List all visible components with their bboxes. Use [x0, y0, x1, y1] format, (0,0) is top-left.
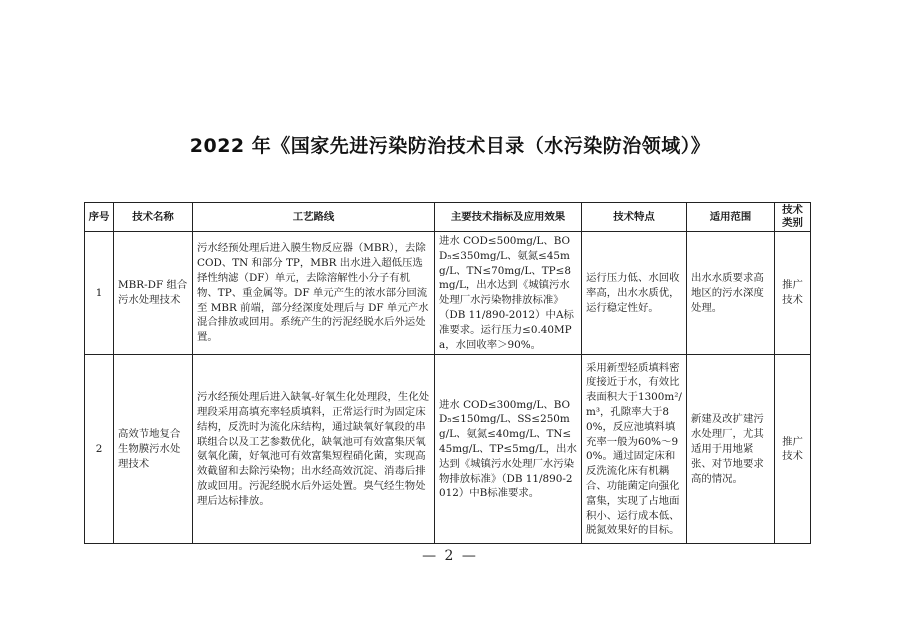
- row-indicators: 进水 COD≤300mg/L、BOD₅≤150mg/L、SS≤250mg/L、氨氮≤40mg/L、TN≤45mg/L、TP≤5mg/L，出水达到《城镇污水处理厂水污染物排放标准》（DB 11/890-2012）中B标准要求。: [435, 355, 582, 544]
- row-features: 采用新型轻质填料密度接近于水，有效比表面积大于1300m²/m³，孔隙率大于80%，反应池填料填充率一般为60%～90%。通过固定床和反洗流化床有机耦合、功能菌定向强化富集，实现了占地面积小、运行成本低、脱氮效果好的目标。: [582, 355, 687, 544]
- row-category: 推广技术: [775, 232, 811, 355]
- row-process: 污水经预处理后进入膜生物反应器（MBR），去除 COD、TN 和部分 TP，MBR 出水进入超低压选择性纳滤（DF）单元，去除溶解性小分子有机物、TP、重金属等。DF 单元产生的浓水部分回流至 MBR 前端，部分经深度处理后与 DF 单元产水混合排放或回用。系统产生的污泥经脱水后外运处置。: [193, 232, 435, 355]
- row-features: 运行压力低、水回收率高，出水水质优，运行稳定性好。: [582, 232, 687, 355]
- header-process: 工艺路线: [193, 203, 435, 232]
- row-indicators: 进水 COD≤500mg/L、BOD₅≤350mg/L、氨氮≤45mg/L、TN≤70mg/L、TP≤8mg/L，出水达到《城镇污水处理厂水污染物排放标准》（DB 11/890-2012）中A标准要求。运行压力≤0.40MPa，水回收率＞90%。: [435, 232, 582, 355]
- header-index: 序号: [85, 203, 114, 232]
- header-name: 技术名称: [114, 203, 193, 232]
- row-process: 污水经预处理后进入缺氧-好氧生化处理段，生化处理段采用高填充率轻质填料，正常运行时为固定床结构，反洗时为流化床结构，通过缺氧好氧段的串联组合以及工艺参数优化，缺氧池可有效富集厌氧氨氧化菌，好氧池可有效富集短程硝化菌，实现高效截留和去除污染物；出水经高效沉淀、消毒后排放或回用。污泥经脱水后外运处置。臭气经生物处理后达标排放。: [193, 355, 435, 544]
- table-row: [85, 232, 811, 355]
- technology-table: [84, 202, 811, 544]
- row-name: 高效节地复合生物膜污水处理技术: [114, 355, 193, 544]
- document-title: 2022 年《国家先进污染防治技术目录（水污染防治领域）》: [189, 135, 711, 157]
- row-name: MBR-DF 组合污水处理技术: [114, 232, 193, 355]
- row-scope: 出水水质要求高地区的污水深度处理。: [687, 232, 775, 355]
- row-category: 推广技术: [775, 355, 811, 544]
- table-row: [85, 355, 811, 544]
- page-number: — 2 —: [422, 548, 478, 564]
- row-scope: 新建及改扩建污水处理厂，尤其适用于用地紧张、对节地要求高的情况。: [687, 355, 775, 544]
- row-index: 1: [85, 232, 114, 355]
- header-category: 技术类别: [775, 203, 811, 232]
- header-scope: 适用范围: [687, 203, 775, 232]
- header-features: 技术特点: [582, 203, 687, 232]
- table-header-row: [85, 203, 811, 232]
- row-index: 2: [85, 355, 114, 544]
- header-indicators: 主要技术指标及应用效果: [435, 203, 582, 232]
